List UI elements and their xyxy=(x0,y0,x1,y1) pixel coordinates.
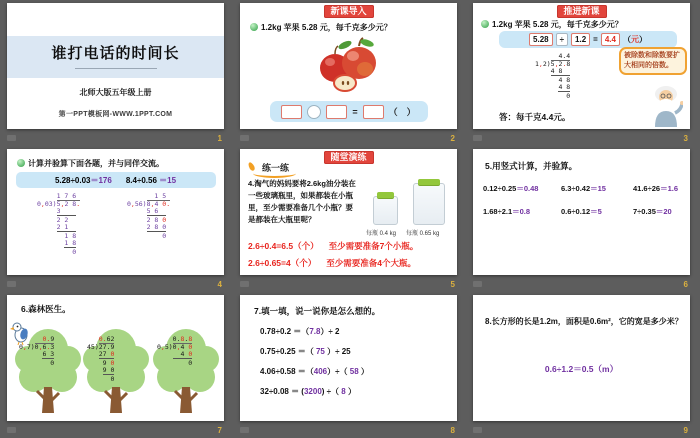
edition-subtitle: 北师大版五年级上册 xyxy=(79,88,152,97)
slide-number: 1 xyxy=(217,134,222,143)
large-jar-image xyxy=(413,183,445,225)
slide-thumbnail-9[interactable] xyxy=(473,295,690,421)
jar-caption: 每瓶 0.65 kg xyxy=(406,231,440,237)
bullet-icon xyxy=(481,20,489,28)
equation: 1.68÷2.1＝0.8 xyxy=(483,207,531,216)
slide-cell-2 xyxy=(233,0,466,146)
answer-note: 至少需要准备7个小瓶。 xyxy=(328,241,419,251)
watermark xyxy=(240,281,249,287)
slide-thumbnail-8[interactable] xyxy=(240,295,457,421)
equation: 0.6÷0.12＝5 xyxy=(561,207,602,216)
watermark xyxy=(240,135,249,141)
prompt-text: 5.用竖式计算，并验算。 xyxy=(485,161,578,171)
section-banner: 新课导入 xyxy=(323,5,373,18)
question-text: 1.2kg 苹果 5.28 元，每千克多少元？ xyxy=(492,20,623,29)
slide-thumbnail-6[interactable] xyxy=(473,149,690,275)
watermark xyxy=(7,135,16,141)
watermark xyxy=(240,427,249,433)
slide-number: 8 xyxy=(450,426,455,435)
jar-caption: 每瓶 0.4 kg xyxy=(366,231,397,237)
answer-equation: 2.6÷0.4=6.5（个） xyxy=(248,241,319,251)
watermark xyxy=(473,427,482,433)
apples-image xyxy=(315,34,383,94)
divisor-box: 1.2 xyxy=(571,33,590,46)
slide-cell-7 xyxy=(0,292,233,438)
slide-thumbnail-3[interactable] xyxy=(473,3,690,129)
word-problem: 4.淘气的妈妈要将2.6kg油分装在一些玻璃瓶里，如果都装在小瓶里，至少需要准备几个小瓶？要是都装在大瓶里呢？ xyxy=(248,179,356,224)
answer-equation: 2.6÷0.65=4（个） xyxy=(248,258,317,268)
word-problem: 8.长方形的长是1.2m，面积是0.6m²，它的宽是多少米？ xyxy=(485,317,683,326)
lesson-title: 谁打电话的时间长 xyxy=(51,45,180,62)
fill-blank-line: 0.75÷0.25 ＝（ 75 ）÷ 25 xyxy=(260,347,351,356)
slide-number: 7 xyxy=(217,426,222,435)
long-division: 0.8.8 0,5)0,4 0 4 0 0 xyxy=(157,335,193,367)
input-box-dividend[interactable] xyxy=(281,105,302,119)
answer-line xyxy=(248,257,416,269)
answer-sentence: 答：每千克4.4元。 xyxy=(499,112,571,122)
slide-thumbnail-7[interactable] xyxy=(7,295,224,421)
tree-division-2 xyxy=(83,323,149,417)
slide-number: 4 xyxy=(217,280,222,289)
exercise-equation: 5.28÷0.03＝176 xyxy=(54,175,112,185)
answer-line xyxy=(248,240,418,252)
prompt-text: 7.填一填，说一说你是怎么想的。 xyxy=(254,306,381,316)
watermark xyxy=(7,427,16,433)
answer-equation: 0.6÷1.2＝0.5（m） xyxy=(544,364,619,374)
slide-thumbnail-4[interactable] xyxy=(7,149,224,275)
slide-cell-4 xyxy=(0,146,233,292)
equation: 41.6÷26＝1.6 xyxy=(633,184,678,193)
slide-cell-9 xyxy=(466,292,699,438)
slide-number: 6 xyxy=(683,280,688,289)
equation-bar xyxy=(499,31,677,48)
slide-thumbnail-2[interactable] xyxy=(240,3,457,129)
fill-blank-line: 0.78÷0.2 ＝（7.8）÷ 2 xyxy=(260,327,340,336)
watermark xyxy=(473,135,482,141)
slide-cell-8 xyxy=(233,292,466,438)
slide-cell-5 xyxy=(233,146,466,292)
slide-number: 3 xyxy=(683,134,688,143)
small-jar-image xyxy=(373,196,398,225)
slide-cell-6 xyxy=(466,146,699,292)
slide-cell-3 xyxy=(466,0,699,146)
answer-bar xyxy=(270,101,428,122)
prompt-text: 6.森林医生。 xyxy=(21,304,71,314)
long-division: 4.4 1,2)5,2.8 4 8 4 8 4 8 0 xyxy=(535,52,571,100)
tree-division-1 xyxy=(15,323,81,417)
slide-number: 2 xyxy=(450,134,455,143)
question-text: 1.2kg 苹果 5.28 元，每千克多少元？ xyxy=(261,23,392,32)
slide-thumbnail-5[interactable] xyxy=(240,149,457,275)
long-division: 0.9 0,7)0,6.3 6 3 0 xyxy=(19,335,55,367)
long-division-left: 1 7 6 0,03)5,2 8. 3 2 2 2 1 1 8 1 8 0 xyxy=(37,192,81,256)
fill-blank-line: 4.06÷0.58 ＝（406）÷（ 58 ） xyxy=(260,367,369,376)
exercise-bar xyxy=(16,172,216,188)
equals-sign: = xyxy=(352,106,358,117)
bullet-icon xyxy=(17,159,25,167)
unit-parens: （ ） xyxy=(388,107,416,117)
watermark xyxy=(7,281,16,287)
slide-number: 5 xyxy=(450,280,455,289)
slide-thumbnail-1[interactable] xyxy=(7,3,224,129)
tree-division-3 xyxy=(153,323,219,417)
equation: 0.12÷0.25＝0.48 xyxy=(483,184,539,193)
title-underline xyxy=(75,68,157,69)
fill-blank-line: 32÷0.08 ＝ (3200) ÷（ 8 ） xyxy=(260,387,356,396)
operator-circle[interactable] xyxy=(307,105,321,119)
exercise-equation: 8.4÷0.56 ＝15 xyxy=(125,175,177,185)
input-box-divisor[interactable] xyxy=(326,105,347,119)
long-division-right: 1 5 0,56)8,4 0. 5 6 2 8 0 2 8 0 0 xyxy=(127,192,171,240)
bullet-icon xyxy=(250,23,258,31)
section-banner: 推进新课 xyxy=(556,5,606,18)
speech-bubble: 被除数和除数要扩大相同的倍数。 xyxy=(619,47,687,75)
equation: 7÷0.35＝20 xyxy=(633,207,672,216)
professor-character xyxy=(649,85,683,127)
answer-note: 至少需要准备4个大瓶。 xyxy=(326,258,416,268)
watermark xyxy=(473,281,482,287)
divide-operator-box: ÷ xyxy=(556,33,568,46)
long-division: 0.62 45)27.9 27 0 9 0 9 0 0 xyxy=(87,335,115,383)
equation: 6.3÷0.42＝15 xyxy=(561,184,606,193)
slide-cell-1 xyxy=(0,0,233,146)
dividend-box: 5.28 xyxy=(529,33,553,46)
site-footer: 第一PPT模板网-WWW.1PPT.COM xyxy=(58,111,173,118)
practice-tag: 练一练 xyxy=(258,161,293,174)
quotient-box: 4.4 xyxy=(601,33,620,46)
unit-label: （元） xyxy=(622,35,647,44)
prompt-text: 计算并验算下面各题，并与同伴交流。 xyxy=(28,159,164,168)
equals-sign: = xyxy=(593,35,598,44)
slide-number: 9 xyxy=(683,426,688,435)
input-box-result[interactable] xyxy=(363,105,384,119)
section-banner: 随堂演练 xyxy=(323,151,373,164)
